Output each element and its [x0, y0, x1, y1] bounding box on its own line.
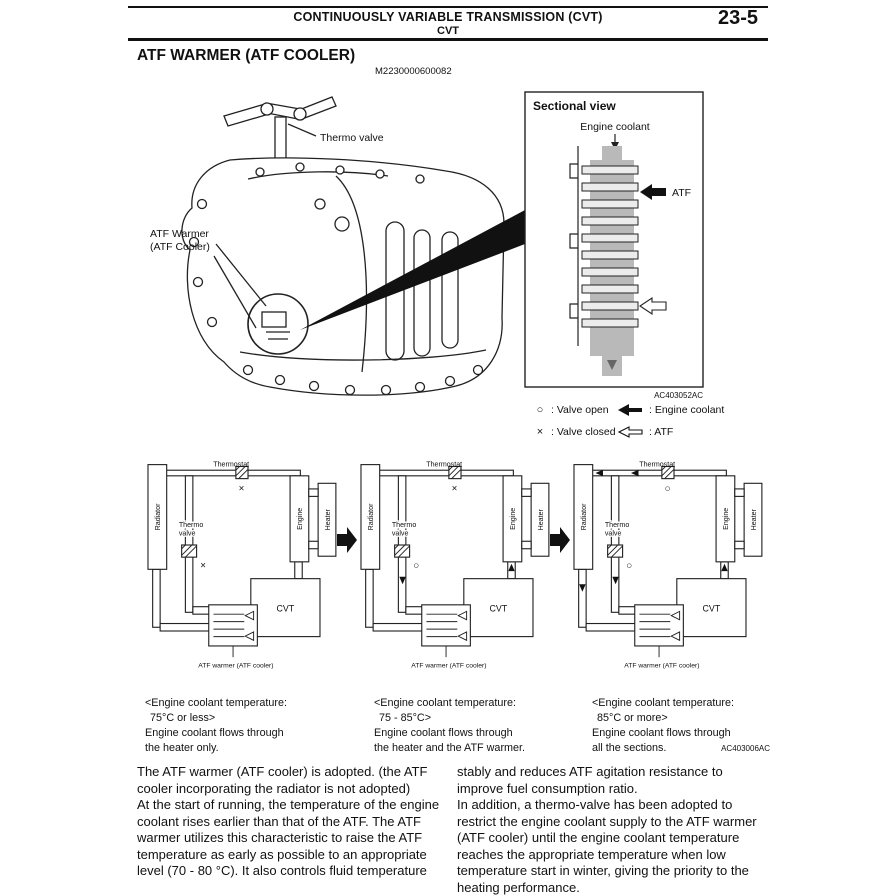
thermo-valve-label-1: Thermo — [178, 521, 204, 530]
sectional-view — [525, 92, 703, 387]
flow-schematic-1 — [145, 459, 337, 674]
figure-code: AC403006AC — [721, 744, 770, 753]
sectional-view-code: AC403052AC — [654, 391, 703, 400]
legend-valve-open — [534, 404, 609, 416]
heater-label: Heater — [749, 509, 758, 531]
caption-1-line4: the heater only. — [145, 742, 219, 754]
heater-label: Heater — [536, 509, 545, 531]
atf-arrow-icon — [618, 426, 644, 438]
engine-coolant-arrow-icon — [618, 404, 644, 416]
transition-arrow-1 — [337, 525, 357, 555]
thermo-valve-label-2: valve — [604, 529, 622, 538]
header-rule-top — [128, 6, 768, 8]
engine-label: Engine — [296, 507, 305, 530]
atf-warmer-caption: ATF warmer (ATF cooler) — [198, 662, 274, 670]
caption-2-line3: Engine coolant flows through — [374, 727, 513, 739]
transition-arrow-2 — [550, 525, 570, 555]
thermo-valve-state: × — [200, 560, 207, 572]
cvt-label: CVT — [276, 603, 295, 614]
thermostat-label: Thermostat — [213, 460, 250, 469]
thermostat-state: × — [451, 483, 458, 495]
engine-label: Engine — [722, 507, 731, 530]
thermostat-label: Thermostat — [426, 460, 463, 469]
atf-warmer-label-line1: ATF Warmer — [150, 228, 209, 240]
atf-warmer-location-circle — [248, 294, 308, 354]
thermostat-state: × — [238, 483, 245, 495]
legend-valve-closed-label: : Valve closed — [551, 426, 616, 438]
thermostat-state: ○ — [664, 483, 671, 495]
valve-closed-icon: × — [536, 426, 544, 438]
caption-3-line3: Engine coolant flows through — [592, 727, 731, 739]
atf-warmer-caption: ATF warmer (ATF cooler) — [624, 662, 700, 670]
body-paragraph: At the start of running, the temperature of the engine coolant rises earlier than that of the ATF. The ATF warmer utilizes this characteristic to raise the ATF temperature as early as possible to an appropriate level (70 - 80 °C). It also controls fluid temperature — [137, 797, 440, 878]
cvt-label: CVT — [489, 603, 508, 614]
page-number: 23-5 — [718, 7, 759, 29]
radiator-label: Radiator — [154, 503, 163, 531]
caption-2 — [374, 696, 589, 756]
body-text-right-column — [457, 764, 771, 896]
legend-atf — [618, 426, 673, 438]
atf-label: ATF — [672, 187, 692, 199]
body-paragraph: stably and reduces ATF agitation resistance to improve fuel consumption ratio. — [457, 764, 723, 796]
atf-warmer-label-line2: (ATF Cooler) — [150, 241, 210, 253]
thermo-valve-label-1: Thermo — [391, 521, 417, 530]
caption-1-line3: Engine coolant flows through — [145, 727, 284, 739]
flow-schematic-2 — [358, 459, 550, 674]
flow-schematic-3 — [571, 459, 763, 674]
caption-1-line1: <Engine coolant temperature: — [145, 697, 287, 709]
thermo-valve-state: ○ — [413, 560, 420, 572]
body-paragraph: The ATF warmer (ATF cooler) is adopted. (the ATF cooler incorporating the radiator is not adopted) — [137, 764, 428, 796]
atf-warmer-caption: ATF warmer (ATF cooler) — [411, 662, 487, 670]
legend-engine-coolant-label: : Engine coolant — [649, 404, 725, 416]
sectional-view-title: Sectional view — [533, 99, 616, 113]
thermostat-label: Thermostat — [639, 460, 676, 469]
radiator-label: Radiator — [580, 503, 589, 531]
caption-3-line2: 85°C or more> — [597, 712, 668, 724]
thermo-valve-label: Thermo valve — [320, 132, 384, 144]
header-rule-bottom — [128, 38, 768, 41]
thermo-valve-label-1: Thermo — [604, 521, 630, 530]
section-code: M2230000600082 — [375, 66, 452, 77]
thermo-valve-label-2: valve — [178, 529, 196, 538]
caption-1-line2: 75°C or less> — [150, 712, 216, 724]
body-text-left-column — [137, 764, 451, 880]
header-title: CONTINUOUSLY VARIABLE TRANSMISSION (CVT) — [293, 10, 603, 24]
engine-coolant-label: Engine coolant — [580, 121, 650, 133]
legend-atf-label: : ATF — [649, 426, 674, 438]
body-paragraph: In addition, a thermo-valve has been adopted to restrict the engine coolant supply to the ATF warmer (ATF cooler) until the engine coolant temperature reaches the appropriate temperature when low temperature start in winter, giving the priority to the heating performance. — [457, 797, 757, 895]
caption-3-line1: <Engine coolant temperature: — [592, 697, 734, 709]
legend-engine-coolant — [618, 404, 724, 416]
caption-2-line4: the heater and the ATF warmer. — [374, 742, 526, 754]
caption-3-line4: all the sections. — [592, 742, 667, 754]
header-subtitle: CVT — [437, 25, 459, 37]
main-figure — [128, 84, 728, 402]
cvt-label: CVT — [702, 603, 721, 614]
legend-valve-open-label: : Valve open — [551, 404, 609, 416]
legend-valve-closed — [534, 426, 616, 438]
heater-label: Heater — [323, 509, 332, 531]
section-title: ATF WARMER (ATF COOLER) — [137, 47, 356, 64]
valve-open-icon: ○ — [536, 404, 544, 416]
caption-3 — [592, 696, 770, 756]
caption-2-line2: 75 - 85°C> — [379, 712, 432, 724]
caption-2-line1: <Engine coolant temperature: — [374, 697, 516, 709]
engine-label: Engine — [509, 507, 518, 530]
radiator-label: Radiator — [367, 503, 376, 531]
caption-1 — [145, 696, 360, 756]
thermo-valve-label-2: valve — [391, 529, 409, 538]
thermo-valve-state: ○ — [626, 560, 633, 572]
